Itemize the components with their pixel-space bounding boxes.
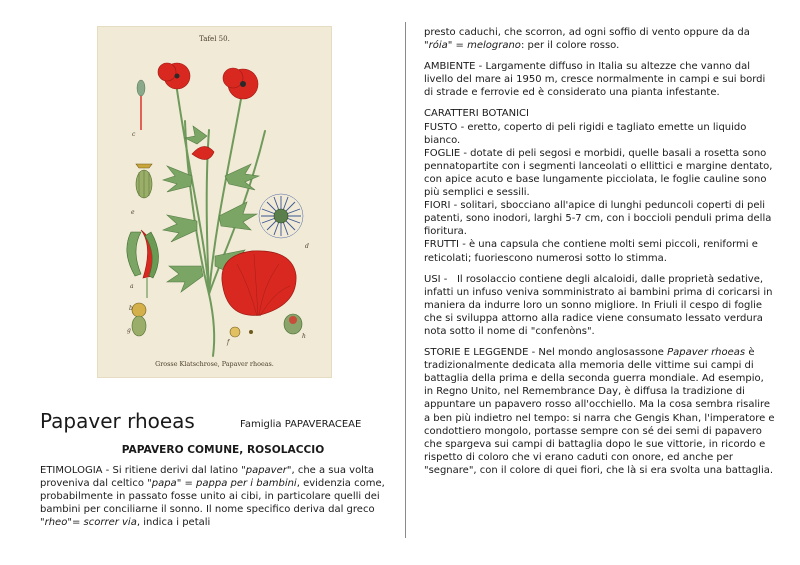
right-column — [424, 26, 776, 484]
figure-letter-a: a — [130, 283, 134, 290]
family-name: Famiglia PAPAVERACEAE — [240, 419, 362, 430]
storie-paragraph: STORIE E LEGGENDE - Nel mondo anglosassone Papaver rhoeas è tradizionalmente dedicata alla memoria delle vittime sui campi di battaglia della prima e della seconda guerra mondiale. Ad esempio, in Regno Unito, nel Remembrance Day, è diffusa la tradizione di appuntare un papavero rosso all'occhiello. Ma la cosa sembra risalire a ben più indietro nel tempo: si narra che Gengis Khan, l'imperatore e condottiero mongolo, portasse sempre con sé dei semi di papavero che spargeva sui campi di battaglia dopo le sue vittorie, in ricordo e rispetto di coloro che vi erano caduti con onore, ed anche per "segnare", con il colore di quei fiori, che là si era svolta una battaglia. — [424, 347, 775, 476]
figure-letter-g: g — [127, 327, 131, 334]
species-name: Papaver rhoeas — [40, 409, 195, 433]
figure-letter-b: b — [129, 305, 133, 312]
figure-letter-e: e — [131, 209, 135, 216]
fiori-text: FIORI - solitari, sbocciano all'apice di lunghi peduncoli coperti di peli patenti, sono inodori, larghi 5-7 cm, con i boccioli penduli prima della fioritura. — [424, 200, 772, 238]
figure-letter-h: h — [302, 333, 306, 340]
figure-letter-d: d — [305, 243, 309, 250]
etimologia-continuation: presto caduchi, che scorron, ad ogni soffio di vento oppure da da "róia" = melograno: per il colore rosso. — [424, 27, 750, 52]
figure-letter-f: f — [227, 339, 230, 346]
botanical-plate — [97, 26, 332, 378]
plate-caption: Grosse Klatschrose, Papaver rhoeas. — [155, 360, 274, 368]
plate-title: Tafel 50. — [199, 35, 230, 43]
poppy-illustration — [97, 26, 332, 378]
caratteri-botanici-section — [424, 107, 776, 264]
figure-letter-c: c — [132, 131, 136, 138]
common-names: PAPAVERO COMUNE, ROSOLACCIO — [121, 444, 325, 456]
caratteri-heading: CARATTERI BOTANICI — [424, 108, 529, 120]
fusto-text: FUSTO - eretto, coperto di peli rigidi e tagliato emette un liquido bianco. — [424, 121, 747, 146]
column-divider — [405, 22, 406, 538]
ambiente-paragraph: AMBIENTE - Largamente diffuso in Italia su altezze che vanno dal livello del mare ai 1950 m, cresce normalmente in campi e sui bordi di strade e ferrovie ed è considerato una pianta infestante. — [424, 61, 766, 99]
etimologia-paragraph: ETIMOLOGIA - Si ritiene derivi dal latino "papaver", che a sua volta proveniva dal celtico "papa" = pappa per i bambini, evidenzia come, probabilmente in passato fosse unito ai cibi, in particolare quelli dei bambini per conciliarne il sonno. Il nome specifico deriva dal greco "rheo"= scorrer via, indica i petali — [40, 465, 385, 529]
usi-paragraph: USI - Il rosolaccio contiene degli alcaloidi, dalle proprietà sedative, infatti un infuso veniva somministrato ai bambini prima di coricarsi in maniera da indurre loro un sonno migliore. In Friuli il cespo di foglie che si sviluppa attorno alla radice viene consumato lessato verdura nota sotto il nome di "confenòns". — [424, 273, 776, 337]
frutti-text: FRUTTI - è una capsula che contiene molti semi piccoli, reniformi e reticolati; fuoriescono numerosi sotto lo stimma. — [424, 239, 758, 264]
foglie-text: FOGLIE - dotate di peli segosi e morbidi, quelle basali a rosetta sono pennatopartite con i segmenti lanceolati o ellittici e margine dentato, con apice acuto e base lungamente picciolata, le foglie cauline sono più semplici e sessili. — [424, 147, 773, 199]
